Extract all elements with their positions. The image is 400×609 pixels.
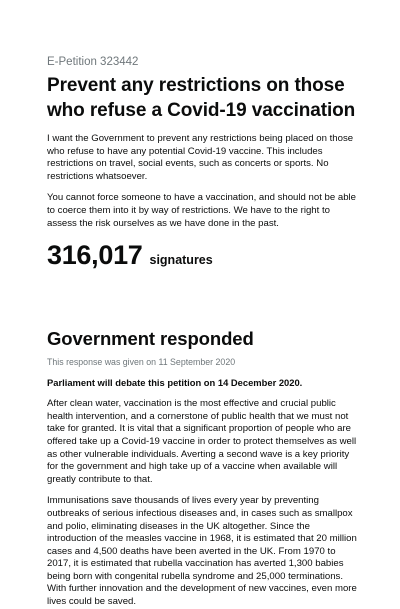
petition-number: E-Petition 323442 bbox=[47, 56, 139, 68]
petition-title: Prevent any restrictions on those who refuse a Covid-19 vaccination bbox=[47, 75, 356, 121]
response-date: This response was given on 11 September 2020 bbox=[47, 357, 236, 368]
debate-notice: Parliament will debate this petition on 14 December 2020. bbox=[47, 377, 303, 389]
petition-summary: I want the Government to prevent any restrictions being placed on those who refuse to have any potential Covid-19 vaccine. This includes restrictions on travel, social events, such as concerts or sports. No restrictions whatsoever. bbox=[47, 133, 354, 182]
response-paragraph: Immunisations save thousands of lives every year by preventing outbreaks of serious infectious diseases and, in cases such as smallpox and polio, eliminating diseases in the UK altogether. Since the introduction of the measles vaccine in 1968, it is estimated that 20 million cases and 4,500 deaths have been averted in the UK. From 1970 to 2017, it is estimated that rubella vaccination has averted 1,300 babies being born with congenital rubella syndrome and 25,000 terminations. With further innovation and the development of new vaccines, even more lives could be saved. bbox=[47, 495, 357, 608]
signature-count: 316,017 bbox=[47, 240, 143, 271]
response-paragraph: After clean water, vaccination is the most effective and crucial public health intervention, and a cornerstone of public health that we must not take for granted. It is vital that a significant proportion of people who are offered take up a Covid-19 vaccine in order to protect themselves as well as other vulnerable individuals. Averting a second wave is a key priority for the government and high take up of a vaccine when available will greatly contribute to that. bbox=[47, 398, 357, 485]
response-heading: Government responded bbox=[47, 328, 254, 350]
signature-label: signatures bbox=[149, 253, 213, 268]
signature-counter bbox=[47, 240, 358, 270]
petition-details: You cannot force someone to have a vaccination, and should not be able to coerce them into it by way of restrictions. We have to the right to assess the risk ourselves as we have done in the past. bbox=[47, 192, 356, 229]
